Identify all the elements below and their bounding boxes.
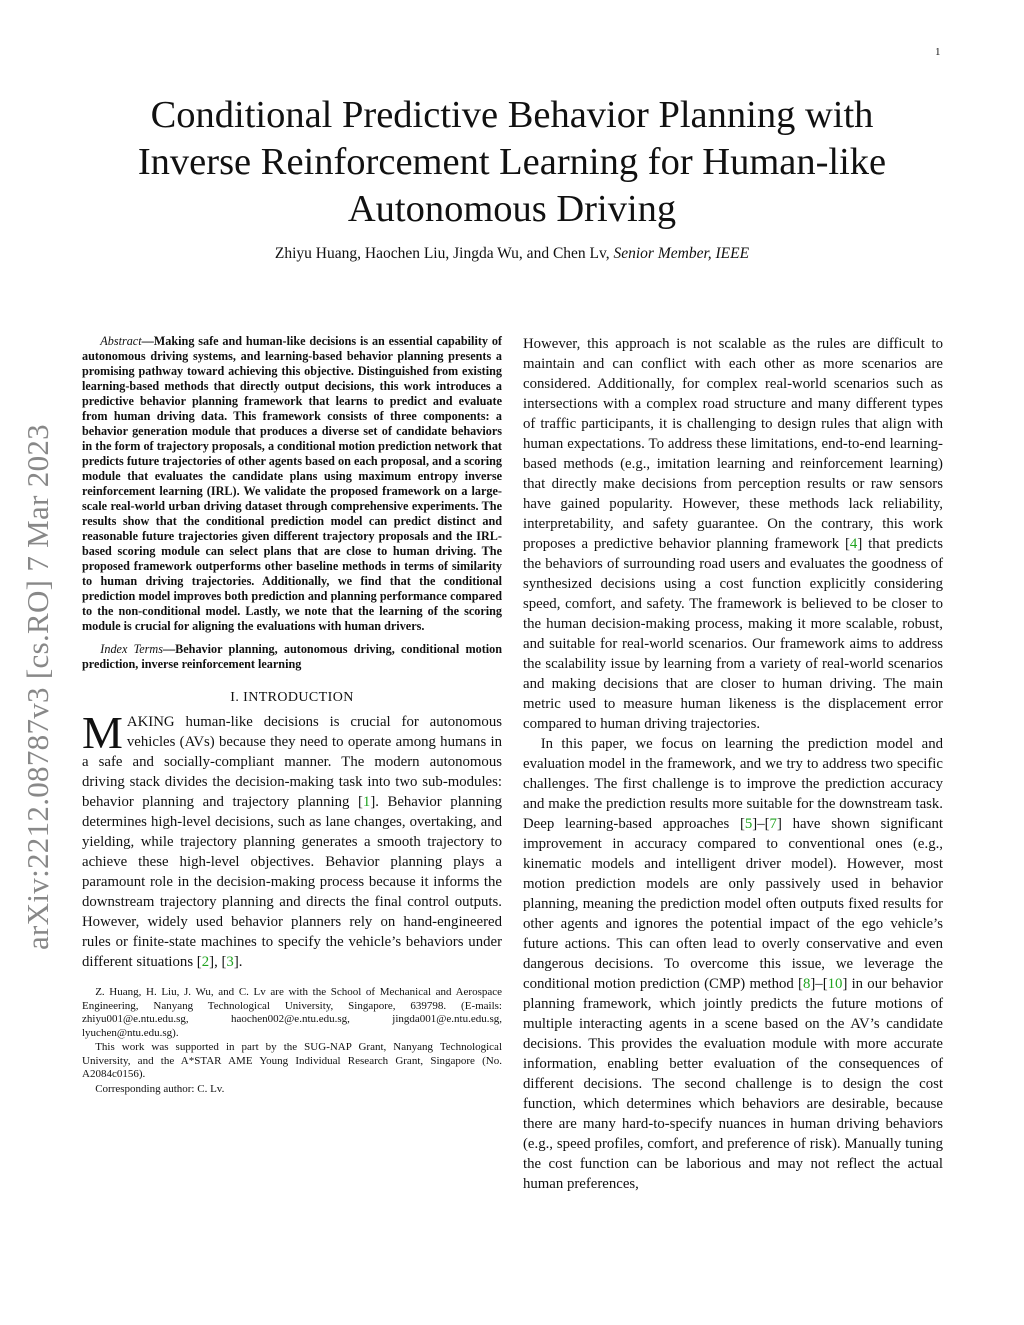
text-run: ]–[ (810, 976, 828, 992)
index-terms-text: —Behavior planning, autonomous driving, conditional motion prediction, inverse reinforcement learning (82, 642, 503, 671)
intro-paragraph (82, 707, 502, 972)
title-line: Conditional Predictive Behavior Planning with (150, 94, 874, 136)
author-list (80, 245, 944, 263)
arxiv-identifier[interactable]: arXiv:2212.08787v3 [cs.RO] 7 Mar 2023 (20, 424, 55, 950)
text-run: ] in our behavior planning framework, which jointly predicts the future motions of multiple interacting agents in a scene based on the AV’s candidate decisions. This provides the evaluation module with more accurate information, enabling better evaluation of the consequences of different decisions. The second challenge is to design the cost function, which determines which behaviors are desirable, because there are many hard-to-specify nuances in human driving behaviors (e.g., speed profiles, comfort, and preference of risk). Manually tuning the cost function can be laborious and may not reflect the actual human preferences, (523, 976, 943, 1192)
text-run: AKING human-like decisions is crucial for autonomous vehicles (AVs) because they need to operate among humans in a safe and socially-compliant manner. The modern autonomous driving stack divides the decision-making task into two sub-modules: behavior planning and trajectory planning [ (82, 714, 502, 810)
citation-link[interactable]: 10 (827, 976, 843, 992)
body-paragraph (523, 734, 943, 1194)
author-names: Zhiyu Huang, Haochen Liu, Jingda Wu, and Chen Lv, (274, 245, 614, 262)
text-run: However, this approach is not scalable as the rules are difficult to maintain and can conflict with each other as more scenarios are considered. Additionally, for complex real-world scenarios such as intersections with a complex road structure and many different types of traffic participants, it is challenging to design rules that align with human expectations. To address these limitations, end-to-end learning-based methods (e.g., imitation learning and reinforcement learning) that directly make decisions from perception results or raw sensors have gained popularity. However, these methods lack reliability, interpretability, and safety guarantee. On the contrary, this work proposes a predictive behavior planning framework [ (523, 336, 943, 552)
abstract-label: Abstract (100, 334, 142, 348)
author-membership: Senior Member, IEEE (613, 245, 750, 262)
citation-link[interactable]: 3 (226, 954, 234, 970)
text-run: In this paper, we focus on learning the prediction model and evaluation model in the framework, and we try to address two specific challenges. The first challenge is to improve the prediction accuracy and make the prediction results more suitable for the downstream task. Deep learning-based approaches [ (523, 736, 943, 832)
abstract-text: —Making safe and human-like decisions is an essential capability of autonomous driving systems, and learning-based behavior planning presents a promising pathway toward achieving this objective. Distinguished from existing learning-based methods that directly output decisions, this work introduces a predictive behavior planning framework that learns to predict and evaluate from human driving data. This framework consists of three components: a behavior generation module that produces a diverse set of candidate behaviors in the form of trajectory proposals, a conditional motion prediction network that predicts future trajectories of other agents based on each proposal, and a scoring module that evaluates the candidate plans using maximum entropy inverse reinforcement learning (IRL). We validate the proposed framework on a large-scale real-world urban driving dataset through comprehensive experiments. The results show that the conditional prediction model can predict distinct and reasonable future trajectories given different trajectory proposals and the IRL-based scoring module can select plans that are close to human driving. The proposed framework outperforms other baseline methods in terms of similarity to human driving trajectories. Additionally, we find that the conditional prediction model improves both prediction and planning performance compared to the non-conditional model. Lastly, we note that the learning of the scoring module is crucial for aligning the evaluations with human drivers. (82, 334, 502, 633)
citation-link[interactable]: 8 (802, 976, 811, 992)
left-column (82, 334, 502, 1097)
citation-link[interactable]: 2 (201, 954, 210, 970)
title-line: Inverse Reinforcement Learning for Human-like (137, 141, 887, 183)
citation-link[interactable]: 4 (849, 536, 858, 552)
text-run: ] that predicts the behaviors of surrounding road users and evaluates the goodness of synthesized decisions using a cost function explicitly considering speed, comfort, and safety. The framework is believed to be closer to the human decision-making process, making it more scalable, robust, and suitable for real-world scenarios. Our framework aims to address the scalability issue by learning from a variety of real-world scenarios and making decisions that are closer to human driving. The main metric used to measure human likeness is the displacement error compared to human driving trajectories. (523, 536, 943, 732)
footnote-corresponding-author: Corresponding author: C. Lv. (95, 1082, 225, 1095)
citation-link[interactable]: 1 (362, 794, 371, 810)
index-terms (82, 642, 502, 672)
body-paragraph (523, 334, 943, 734)
right-column (523, 334, 943, 1194)
text-run: ], [ (209, 954, 227, 970)
footnotes (82, 986, 502, 1096)
section-heading-introduction: I. INTRODUCTION (230, 690, 354, 705)
page-number: 1 (935, 46, 941, 58)
drop-cap: M (82, 707, 123, 758)
citation-link[interactable]: 7 (769, 816, 777, 832)
index-terms-label: Index Terms (100, 642, 163, 656)
text-run: ] have shown significant improvement in accuracy compared to conventional ones (e.g., kinematic models and intelligent driver model). However, most motion prediction models are only passively used in behavior planning, meaning the prediction model often outputs fixed results for other agents and ignores the potential impact of the ego vehicle’s future actions. This can often lead to overly conservative and even dangerous decisions. To overcome this issue, we leverage the conditional motion prediction (CMP) method [ (523, 816, 943, 992)
abstract (82, 334, 502, 634)
citation-link[interactable]: 5 (744, 816, 753, 832)
text-run: ]. (233, 954, 243, 970)
paper-title (80, 92, 944, 233)
footnote-funding: This work was supported in part by the SUG-NAP Grant, Nanyang Technological University, and the A*STAR AME Young Individual Research Grant, Singapore (No. A2084c0156). (82, 1041, 502, 1080)
title-line: Autonomous Driving (347, 188, 677, 230)
text-run: ]. Behavior planning determines high-level decisions, such as lane changes, overtaking, and yielding, while trajectory planning generates a smooth trajectory to achieve these high-level objectives. Behavior planning plays a paramount role in the decision-making process because it informs the downstream trajectory planning and directs the final control outputs. However, widely used behavior planners rely on hand-engineered rules or finite-state machines to specify the vehicle’s behaviors under different situations [ (82, 794, 502, 970)
text-run: ]–[ (752, 816, 770, 832)
footnote-affiliation: Z. Huang, H. Liu, J. Wu, and C. Lv are with the School of Mechanical and Aerospace Engineering, Nanyang Technological University, Singapore, 639798. (E-mails: zhiyu001@e.ntu.edu.sg, haochen002@e.ntu.edu.sg, jingda001@e.ntu.edu.sg, lyuchen@ntu.edu.sg). (82, 986, 502, 1039)
